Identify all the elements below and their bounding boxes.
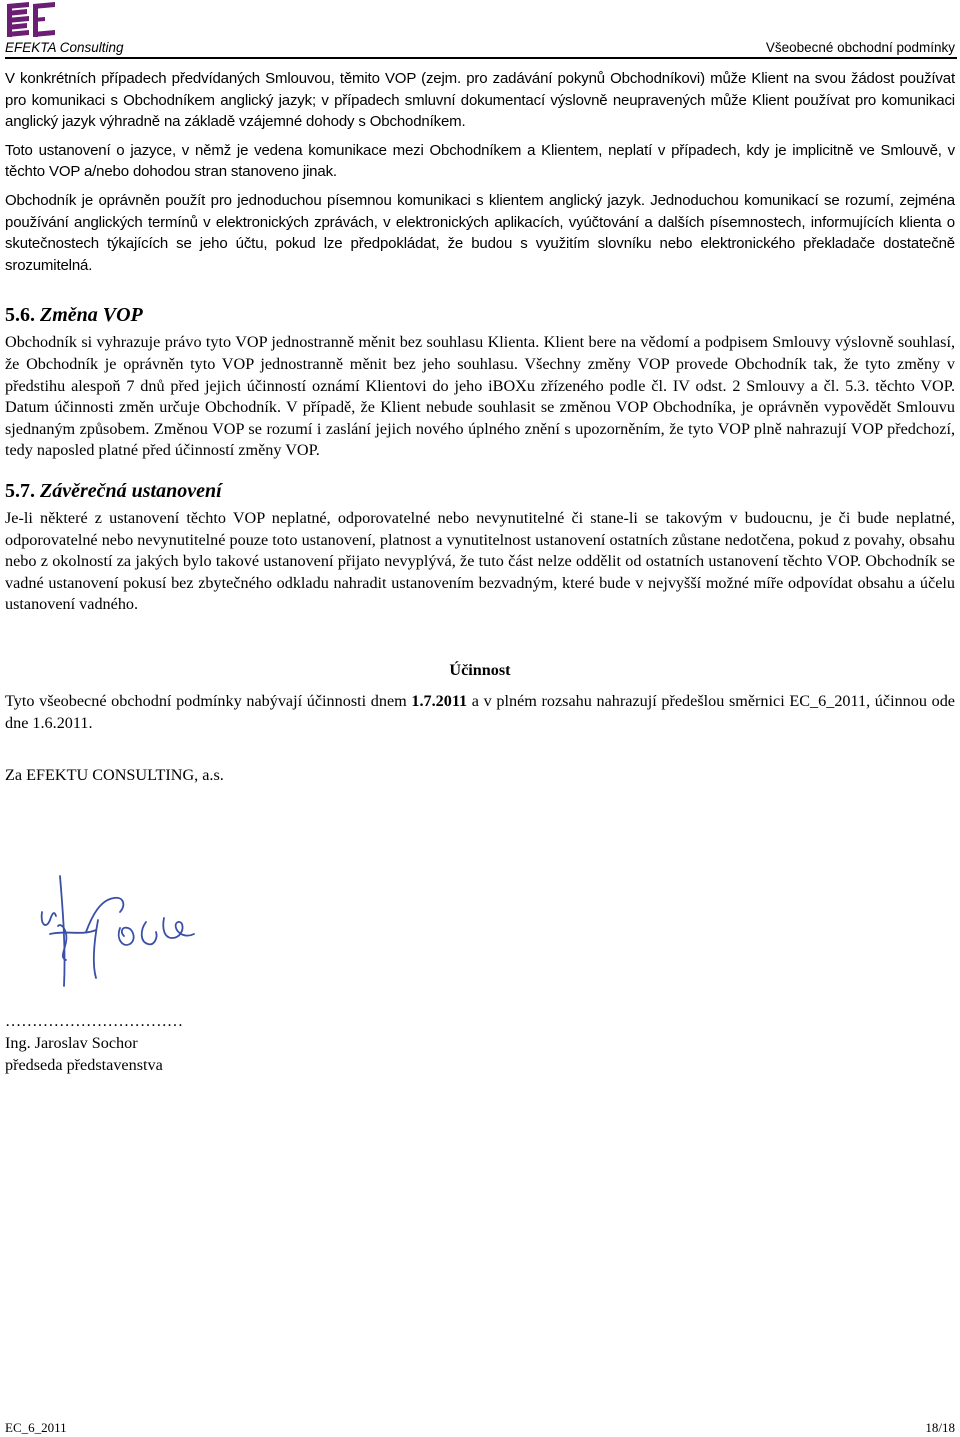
effectiveness-text-after: a v plném rozsahu nahrazují předešlou směrnici EC_6_2011, účinnou ode dne 1.6.2011. <box>5 692 955 733</box>
section-heading-5-6 <box>5 302 955 328</box>
handwritten-signature-icon <box>36 872 206 990</box>
paragraph-language-2: Toto ustanovení o jazyce, v němž je vedena komunikace mezi Obchodníkem a Klientem, neplatí v případech, kdy je implicitně ve Smlouvě, v těchto VOP a/nebo dohodou stran stanoveno jinak. <box>5 141 955 181</box>
header-divider <box>5 57 957 59</box>
effectiveness-text-before: Tyto všeobecné obchodní podmínky nabývají účinnosti dnem <box>5 692 412 711</box>
paragraph-language-1: V konkrétních případech předvídaných Smlouvou, těmito VOP (zejm. pro zadávání pokynů Obchodníkovi) může Klient na svou žádost používat pro komunikaci s Obchodníkem anglický jazyk; v případech smluvní dokumentací výslovně neupravených může Klient používat pro komunikaci anglický jazyk výhradně na základě vzájemné dohody s Obchodníkem. <box>5 70 955 131</box>
section-5-6-text: Obchodník si vyhrazuje právo tyto VOP jednostranně měnit bez souhlasu Klienta. Klient bere na vědomí a podpisem Smlouvy výslovně souhlasí, že Obchodník je oprávněn tyto VOP jednostranně měnit bez jeho souhlasu. Všechny změny VOP provede Obchodník tak, že tyto změny v předstihu alespoň 7 dnů před jejich účinností oznámí Klientovi do jeho iBOXu zřízeného podle čl. IV odst. 2 Smlouvy a čl. 5.3. těchto VOP. Datum účinnosti změn určuje Obchodník. V případě, že Klient nebude souhlasit se změnou VOP Obchodníka, je oprávněn vypovědět Smlouvu sjednaným způsobem. Změnou VOP se rozumí i zaslání jejich nového úplného znění s upozorněním, že tyto VOP plně nahrazují VOP předchozí, tedy naposled platné před účinností změny VOP. <box>5 333 955 460</box>
section-number: 5.7. <box>5 479 35 502</box>
paragraph-language-3: Obchodník je oprávněn použít pro jednoduchou písemnou komunikaci s klientem anglický jazyk. Jednoduchou komunikací se rozumí, zejména používání anglických termínů v elektronických zprávách, v elektronických aplikacích, vyúčtování a dalších písemnostech, informujících klienta o skutečnostech týkajících se jeho účtu, pokud lze předpokládat, že budou s využitím slovníku nebo elektronického překladače dostatečně srozumitelná. <box>5 191 955 274</box>
effectiveness-date: 1.7.2011 <box>411 692 468 711</box>
section-number: 5.6. <box>5 304 35 327</box>
section-heading-5-7 <box>5 478 955 504</box>
section-5-7-text: Je-li některé z ustanovení těchto VOP neplatné, odporovatelné nebo nevynutitelné či stane-li se takovým v budoucnu, je či bude neplatné, odporovatelné nebo nevynutitelné pouze toto ustanovení, platnost a vynutitelnost ustanovení ostatních zůstane nedotčena, pokud z povahy, obsahu nebo z okolností za jakých bylo takové ustanovení přijato nevyplývá, že tuto část nelze oddělit od ostatních ustanovení těchto VOP. Obchodník se vadné ustanovení pokusí bez zbytečného odkladu nahradit ustanovením bezvadným, které bude v nejvyšší možné míře odpovídat obsahu a účelu ustanovení vadného. <box>5 508 955 614</box>
page-header <box>5 2 957 58</box>
signature-dots: …………………………… <box>5 1012 184 1030</box>
effectiveness-heading: Účinnost <box>449 660 511 679</box>
for-company-line: Za EFEKTU CONSULTING, a.s. <box>5 765 224 784</box>
document-title: Všeobecné obchodní podmínky <box>765 40 955 55</box>
signer-name: Ing. Jaroslav Sochor <box>5 1034 138 1052</box>
signer-role: předseda představenstva <box>5 1056 163 1074</box>
effectiveness-text <box>5 691 955 734</box>
efekta-ec-logo-icon <box>5 2 57 38</box>
section-title: Závěrečná ustanovení <box>40 479 222 502</box>
section-title: Změna VOP <box>40 304 143 327</box>
footer-page-number: 18/18 <box>925 1420 955 1435</box>
company-name: EFEKTA Consulting <box>5 40 124 55</box>
signature-block <box>5 1010 183 1076</box>
footer-doc-code: EC_6_2011 <box>5 1420 67 1435</box>
document-body <box>5 68 955 786</box>
